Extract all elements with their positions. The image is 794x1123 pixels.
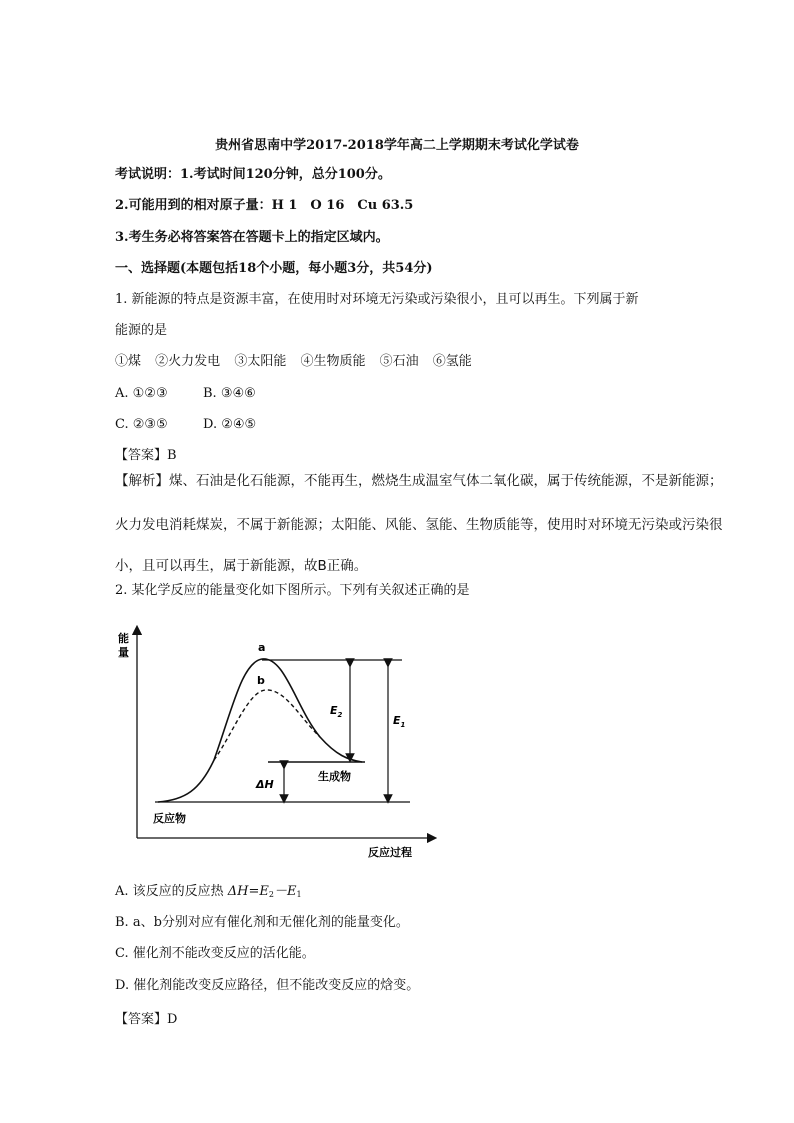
q1-stem-line1: 1. 新能源的特点是资源丰富，在使用时对环境无污染或污染很小，且可以再生。下列属于新 <box>115 292 639 307</box>
q1-option-a: A. ①②③ <box>115 386 168 401</box>
q1-options-cd <box>115 416 256 434</box>
reactant-label: 反应物 <box>153 812 186 825</box>
q1-options-ab <box>115 385 256 403</box>
q1-analysis-line3: 小，且可以再生，属于新能源，故B正确。 <box>115 558 368 574</box>
q1-item-3: ③太阳能 <box>234 354 287 369</box>
q2-option-c: C. 催化剂不能改变反应的活化能。 <box>115 946 315 961</box>
q1-items <box>115 353 482 371</box>
page-title: 贵州省思南中学2017-2018学年高二上学期期末考试化学试卷 <box>215 138 579 153</box>
q1-answer: 【答案】B <box>115 448 177 463</box>
curve-a <box>158 659 362 802</box>
exam-instructions-3: 3.考生务必将答案答在答题卡上的指定区域内。 <box>115 230 389 245</box>
q1-option-c: C. ②③⑤ <box>115 417 168 432</box>
curve-b <box>214 690 320 760</box>
q1-item-6: ⑥氢能 <box>432 354 472 369</box>
q1-analysis-line2: 火力发电消耗煤炭，不属于新能源；太阳能、风能、氢能、生物质能等，使用时对环境无污染或污染很 <box>115 517 723 533</box>
q1-item-5: ⑤石油 <box>379 354 419 369</box>
exam-instructions-2: 2.可能用到的相对原子量：H 1 O 16 Cu 63.5 <box>115 198 414 213</box>
q1-option-b: B. ③④⑥ <box>203 386 256 401</box>
section-heading: 一、选择题(本题包括18个小题，每小题3分，共54分) <box>115 261 433 276</box>
q2-option-d: D. 催化剂能改变反应路径，但不能改变反应的焓变。 <box>115 978 420 993</box>
curve-a-label: a <box>258 641 266 654</box>
q2-option-b: B. a、b分别对应有催化剂和无催化剂的能量变化。 <box>115 915 409 930</box>
y-axis-label-2: 量 <box>118 646 129 659</box>
dh-label: ΔH <box>256 778 274 791</box>
exam-instructions-1: 考试说明：1.考试时间120分钟，总分100分。 <box>115 167 391 182</box>
q1-analysis-line1: 【解析】煤、石油是化石能源，不能再生，燃烧生成温室气体二氧化碳，属于传统能源，不是新能源； <box>115 473 723 489</box>
e1-label: $E_1$ <box>393 714 406 729</box>
q2-stem: 2. 某化学反应的能量变化如下图所示。下列有关叙述正确的是 <box>115 583 470 598</box>
q1-item-1: ①煤 <box>115 354 142 369</box>
q1-stem-line2: 能源的是 <box>115 323 168 338</box>
e2-label: $E_2$ <box>330 704 343 719</box>
y-axis-label-1: 能 <box>118 632 129 645</box>
curve-b-label: b <box>257 674 265 687</box>
q1-item-2: ②火力发电 <box>155 354 221 369</box>
q2-answer: 【答案】D <box>115 1012 178 1027</box>
product-label: 生成物 <box>318 770 351 783</box>
q2-option-a: A. 该反应的反应热 $\Delta H=E_2-E_1$ <box>115 884 302 899</box>
x-axis-label: 反应过程 <box>368 846 412 859</box>
q1-option-d: D. ②④⑤ <box>203 417 257 432</box>
q1-item-4: ④生物质能 <box>300 354 366 369</box>
